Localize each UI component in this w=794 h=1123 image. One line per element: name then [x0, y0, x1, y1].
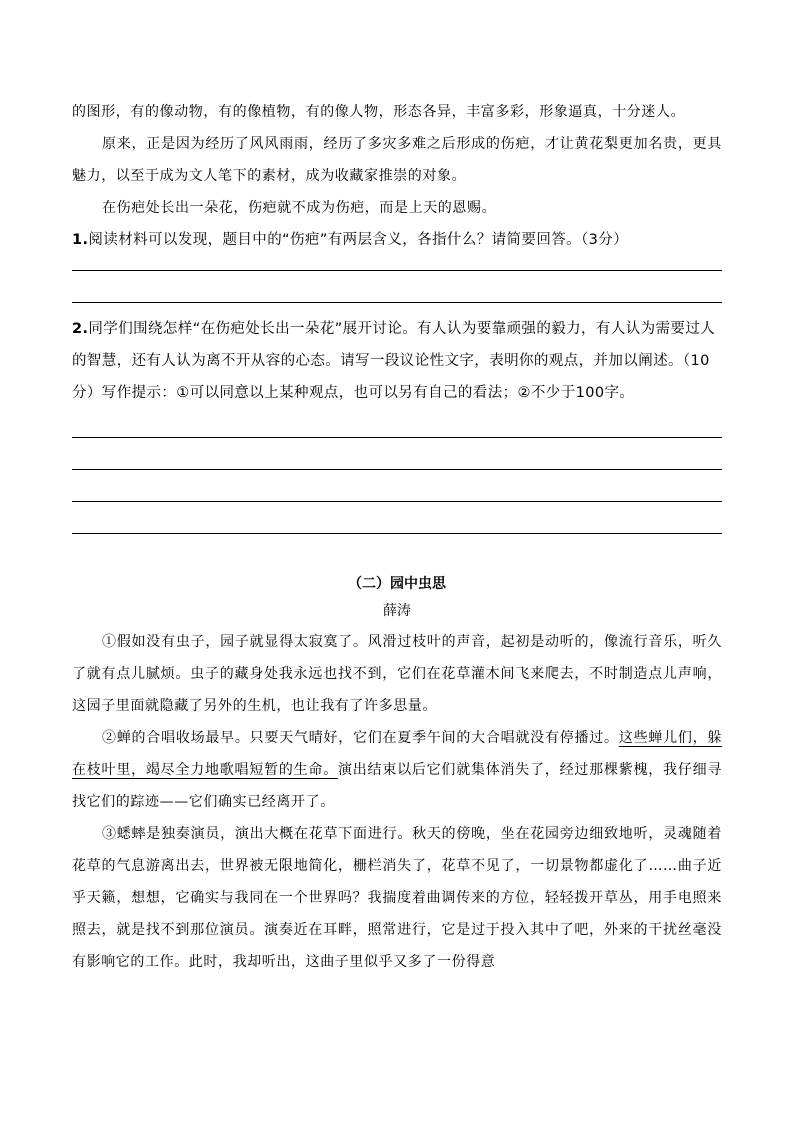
passage2-paragraph-1: ①假如没有虫子，园子就显得太寂寞了。风滑过枝叶的声音，起初是动听的，像流行音乐，听久了就有点儿腻烦。虫子的藏身处我永远也找不到，它们在花草灌木间飞来爬去，不时制造点儿声响，这园子里面就隐藏了另外的生机，也让我有了许多思量。	[72, 634, 722, 714]
question-2	[72, 313, 722, 409]
answer-line[interactable]	[72, 438, 722, 470]
para2-text-b: 演出结束以后它们就集体消失了，经过那棵紫槐，我仔细寻找它们的踪迹——它们确实已经离开了。	[72, 762, 722, 810]
question-1	[72, 224, 722, 256]
para2-underlined-sentence: 这些蝉儿们，躲在枝叶里，竭尽全力地歌唱短暂的生命。	[72, 730, 723, 778]
passage1-paragraph-3: 在伤疤处长出一朵花，伤疤就不成为伤疤，而是上天的恩赐。	[102, 200, 497, 216]
answer-area-2[interactable]	[72, 423, 722, 534]
passage2-paragraph-3: ③蟋蟀是独奏演员，演出大概在花草下面进行。秋天的傍晚，坐在花园旁边细致地听，灵魂随着花草的气息游离出去，世界被无限地简化，栅栏消失了，花草不见了，一切景物都虚化了……曲子近乎天籁，想想，它确实与我同在一个世界吗？我揣度着曲调传来的方位，轻轻拨开草丛，用手电照来照去，就是找不到那位演员。演奏近在耳畔，照常进行，它是过于投入其中了吧，外来的干扰丝毫没有影响它的工作。此时，我却听出，这曲子里似乎又多了一份得意	[72, 826, 722, 970]
question-2-number: 2.	[72, 321, 89, 337]
answer-area-1[interactable]	[72, 256, 722, 303]
passage2-author: 薛涛	[383, 603, 411, 619]
answer-line[interactable]	[72, 256, 722, 271]
answer-line[interactable]	[72, 502, 722, 534]
answer-line[interactable]	[72, 271, 722, 303]
answer-line[interactable]	[72, 470, 722, 502]
page	[72, 96, 722, 978]
passage2-paragraph-2	[72, 722, 722, 818]
question-1-number: 1.	[72, 232, 89, 248]
para2-text-a: ②蝉的合唱收场最早。只要天气晴好，它们在夏季午间的大合唱就没有停播过。	[102, 730, 619, 746]
question-2-text: 同学们围绕怎样“在伤疤处长出一朵花”展开讨论。有人认为要靠顽强的毅力，有人认为需要过人的智慧，还有人认为离不开从容的心态。请写一段议论性文字，表明你的观点，并加以阐述。（10分）写作提示：①可以同意以上某种观点，也可以另有自己的看法；②不少于100字。	[72, 321, 716, 401]
question-1-text: 阅读材料可以发现，题目中的“伤疤”有两层含义，各指什么？请简要回答。（3分）	[88, 232, 629, 248]
passage1-paragraph-2: 原来，正是因为经历了风风雨雨，经历了多灾多难之后形成的伤疤，才让黄花梨更加名贵，更具魅力，以至于成为文人笔下的素材，成为收藏家推崇的对象。	[72, 136, 722, 184]
passage2-title: （二）园中虫思	[348, 576, 446, 592]
passage1-continued: 的图形，有的像动物，有的像植物，有的像人物，形态各异，丰富多彩，形象逼真，十分迷人。	[72, 104, 686, 120]
answer-line[interactable]	[72, 423, 722, 438]
